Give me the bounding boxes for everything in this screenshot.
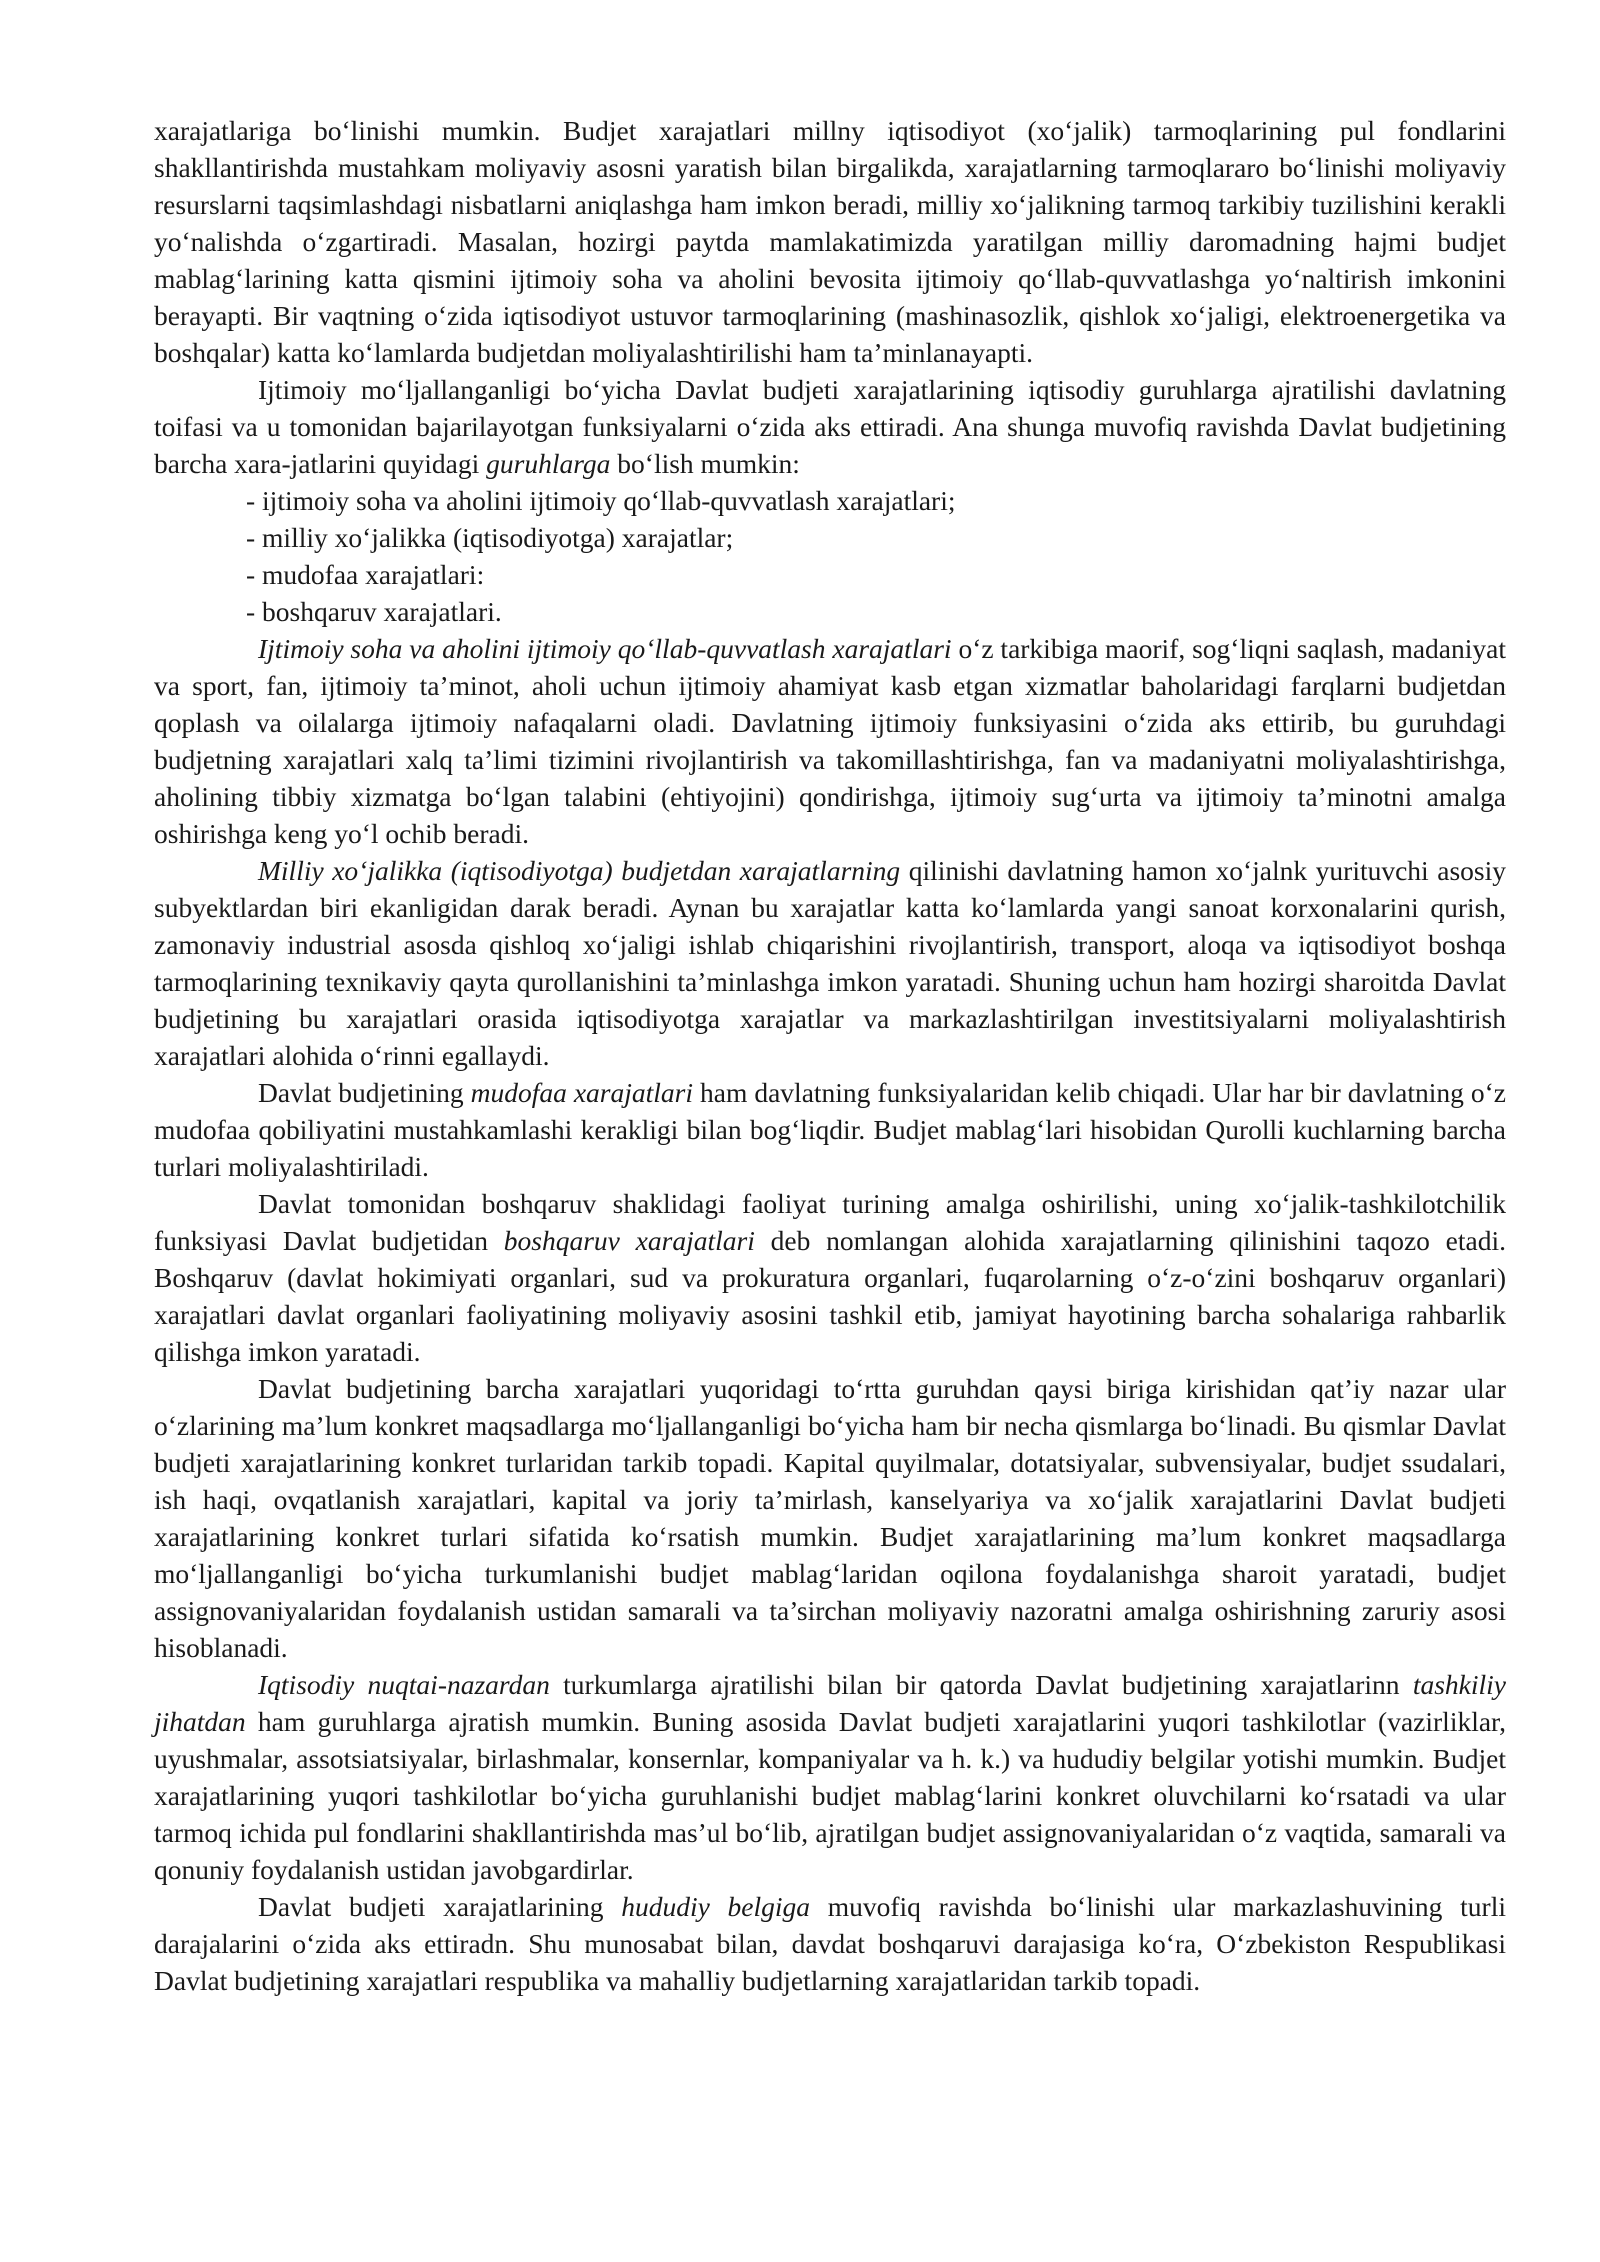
- paragraph-expenditure-distribution: xarajatlariga bo‘linishi mumkin. Budjet xarajatlari millny iqtisodiyot (xo‘jalik) tarmoqlarining pul fondlarini shakllantirishda mustahkam moliyaviy asosni yaratish bilan birgalikda, xarajatlarning tarmoqlararo bo‘linishi moliyaviy resurslarni taqsimlashdagi nisbatlarni aniqlashga ham imkon beradi, milliy xo‘jalikning tarmoq tarkibiy tuzilishini kerakli yo‘nalishda o‘zgartiradi. Masalan, hozirgi paytda mamlakatimizda yaratilgan milliy daromadning hajmi budjet mablag‘larining katta qismini ijtimoiy soha va aholini bevosita ijtimoiy qo‘llab-quvvatlashga yo‘naltirish imkonini berayapti. Bir vaqtning o‘zida iqtisodiyot ustuvor tarmoqlarining (mashinasozlik, qishlok xo‘jaligi, elektroenergetika va boshqalar) katta ko‘lamlarda budjetdan moliyalashtirilishi ham ta’minlanayapti.: [154, 115, 1506, 368]
- paragraph-economy-expenditures: Milliy xo‘jalikka (iqtisodiyotga) budjetdan xarajatlarning qilinishi davlatning hamon xo‘jalnk yurituvchi asosiy subyektlardan biri ekanligidan darak beradi. Aynan bu xarajatlar katta ko‘lamlarda yangi sanoat korxonalarini qurish, zamonaviy industrial asosda qishloq xo‘jaligi ishlab chiqarishini rivojlantirish, transport, aloqa va iqtisodiyot boshqa tarmoqlarining texnikaviy qayta qurollanishini ta’minlashga imkon yaratadi. Shuning uchun ham hozirgi sharoitda Davlat budjetining bu xarajatlari orasida iqtisodiyotga xarajatlar va markazlashtirilgan investitsiyalarni moliyalashtirish xarajatlari alohida o‘rinni egallaydi.: [154, 855, 1506, 1071]
- paragraph-defense-expenditures: Davlat budjetining mudofaa xarajatlari ham davlatning funksiyalaridan kelib chiqadi. Ular har bir davlatning o‘z mudofaa qobiliyatini mustahkamlashi kerakligi bilan bog‘liqdir. Budjet mablag‘lari hisobidan Qurolli kuchlarning barcha turlari moliyalashtiriladi.: [154, 1077, 1506, 1182]
- paragraph-administration-expenditures: Davlat tomonidan boshqaruv shaklidagi faoliyat turining amalga oshirilishi, uning xo‘jalik-tashkilotchilik funksiyasi Davlat budjetidan boshqaruv xarajatlari deb nomlangan alohida xarajatlarning qilinishini taqozo etadi. Boshqaruv (davlat hokimiyati organlari, sud va prokuratura organlari, fuqarolarning o‘z-o‘zini boshqaruv organlari) xarajatlari davlat organlari faoliyatining moliyaviy asosini tashkil etib, jamiyat hayotining barcha sohalariga rahbarlik qilishga imkon yaratadi.: [154, 1188, 1506, 1367]
- list-item: - mudofaa xarajatlari:: [246, 559, 485, 590]
- paragraph-social-expenditures: Ijtimoiy soha va aholini ijtimoiy qo‘llab-quvvatlash xarajatlari o‘z tarkibiga maorif, sog‘liqni saqlash, madaniyat va sport, fan, ijtimoiy ta’minot, aholi uchun ijtimoiy ahamiyat kasb etgan xizmatlar baholaridagi farqlarni budjetdan qoplash va oilalarga ijtimoiy nafaqalarni oladi. Davlatning ijtimoiy funksiyasini o‘zida aks ettirib, bu guruhdagi budjetning xarajatlari xalq ta’limi tizimini rivojlantirish va takomillashtirishga, fan va madaniyatni moliyalashtirishga, aholining tibbiy xizmatga bo‘lgan talabini (ehtiyojini) qondirishga, ijtimoiy sug‘urta va ijtimoiy ta’minotni amalga oshirishga keng yo‘l ochib beradi.: [154, 633, 1507, 849]
- paragraph-specific-purposes: Davlat budjetining barcha xarajatlari yuqoridagi to‘rtta guruhdan qaysi biriga kirishidan qat’iy nazar ular o‘zlarining ma’lum konkret maqsadlarga mo‘ljallanganligi bo‘yicha ham bir necha qismlarga bo‘linadi. Bu qismlar Davlat budjeti xarajatlarining konkret turlaridan tarkib topadi. Kapital quyilmalar, dotatsiyalar, subvensiyalar, budjet ssudalari, ish haqi, ovqatlanish xarajatlari, kapital va joriy ta’mirlash, kanselyariya va xo‘jalik xarajatlarini Davlat budjeti xarajatlarining konkret turlari sifatida ko‘rsatish mumkin. Budjet xarajatlarining ma’lum konkret maqsadlarga mo‘ljallanganligi bo‘yicha turkumlanishi budjet mablag‘laridan oqilona foydalanishga sharoit yaratadi, budjet assignovaniyalaridan foydalanish ustidan samarali va ta’sirchan moliyaviy nazoratni amalga oshirishning zaruriy asosi hisoblanadi.: [154, 1373, 1506, 1663]
- list-item: - boshqaruv xarajatlari.: [246, 596, 502, 627]
- paragraph-social-purpose: Ijtimoiy mo‘ljallanganligi bo‘yicha Davlat budjeti xarajatlarining iqtisodiy guruhlarga ajratilishi davlatning toifasi va u tomonidan bajarilayotgan funksiyalarni o‘zida aks ettiradi. Ana shunga muvofiq ravishda Davlat budjetining barcha xara-jatlarini quyidagi guruhlarga bo‘lish mumkin:: [154, 374, 1506, 479]
- document-page: [154, 112, 1506, 1999]
- list-item: - milliy xo‘jalikka (iqtisodiyotga) xarajatlar;: [246, 522, 734, 553]
- list-item: - ijtimoiy soha va aholini ijtimoiy qo‘llab-quvvatlash xarajatlari;: [246, 485, 956, 516]
- paragraph-territorial-grouping: Davlat budjeti xarajatlarining hududiy belgiga muvofiq ravishda bo‘linishi ular markazlashuvining turli darajalarini o‘zida aks ettiradn. Shu munosabat bilan, davdat boshqaruvi darajasiga ko‘ra, O‘zbekiston Respublikasi Davlat budjetining xarajatlari respublika va mahalliy budjetlarning xarajatlaridan tarkib topadi.: [154, 1891, 1506, 1996]
- paragraph-organizational-grouping: Iqtisodiy nuqtai-nazardan turkumlarga ajratilishi bilan bir qatorda Davlat budjetining xarajatlarinn tashkiliy jihatdan ham guruhlarga ajratish mumkin. Buning asosida Davlat budjeti xarajatlarini yuqori tashkilotlar (vazirliklar, uyushmalar, assotsiatsiyalar, birlashmalar, konsernlar, kompaniyalar va h. k.) va hududiy belgilar yotishi mumkin. Budjet xarajatlarining yuqori tashkilotlar bo‘yicha guruhlanishi budjet mablag‘larini konkret oluvchilarni ko‘rsatadi va ular tarmoq ichida pul fondlarini shakllantirishda mas’ul bo‘lib, ajratilgan budjet assignovaniyalaridan o‘z vaqtida, samarali va qonuniy foydalanish ustidan javobgardirlar.: [154, 1669, 1506, 1885]
